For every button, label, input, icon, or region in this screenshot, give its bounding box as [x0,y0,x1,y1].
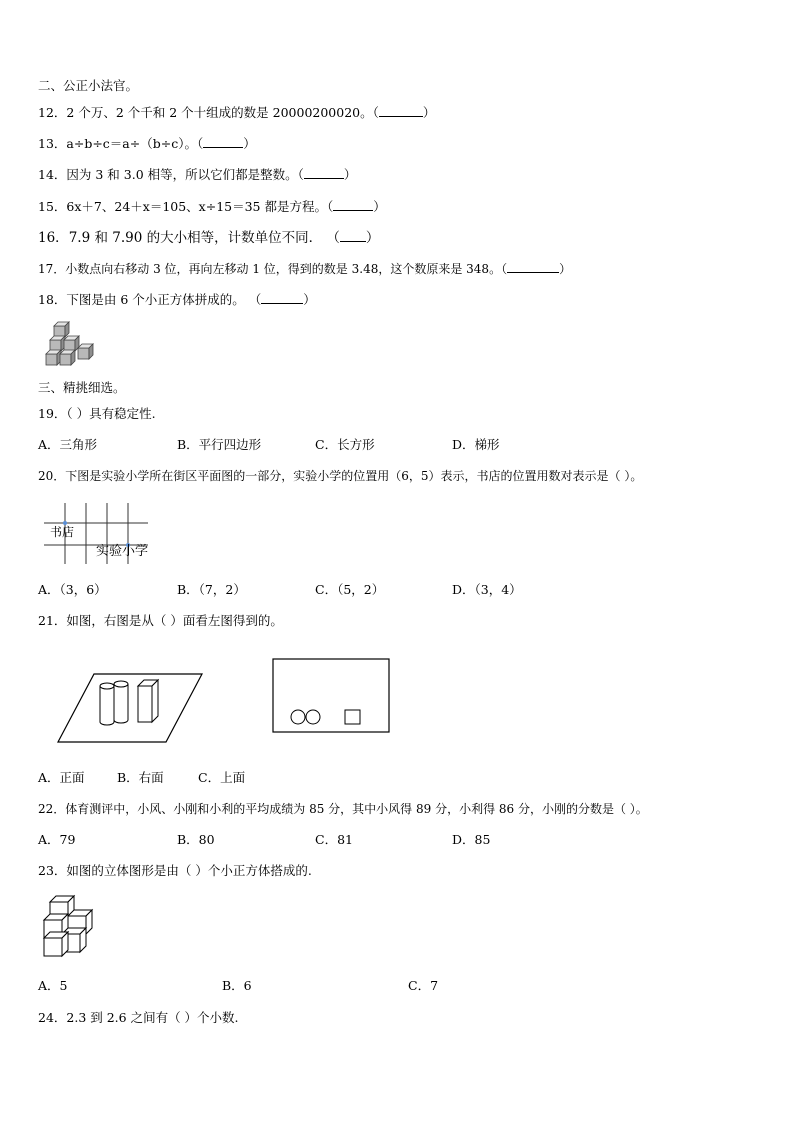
question-text: 因为 3 和 3.0 相等，所以它们都是整数。（ [66,167,304,182]
section-heading: 三、精挑细选。 [38,380,126,395]
option-a[interactable]: A．正面 [38,770,85,785]
question-14 [38,166,356,183]
question-text: a÷b÷c＝a÷（b÷c）。（ [66,136,204,151]
question-number: 17． [38,262,66,276]
option-b[interactable]: B．右面 [117,770,164,785]
bracket-close: ） [243,136,256,151]
option-c[interactable]: C．7 [408,978,439,993]
question-text: 7.9 和 7.90 的大小相等，计数单位不同． （ [68,230,340,246]
option-d[interactable]: D．（3，4） [452,582,522,597]
answer-blank[interactable] [379,104,423,117]
question-text: 6x＋7、24＋x＝105、x÷15＝35 都是方程。（ [66,199,334,214]
question-text: 小数点向右移动 3 位，再向左移动 1 位，得到的数是 3.48，这个数原来是 348。（ [65,262,508,276]
question-number: 18． [38,292,67,307]
option-c[interactable]: C．（5，2） [315,582,385,597]
question-number: 14． [38,167,67,182]
answer-blank[interactable] [340,229,366,242]
shop-label: 书店 [50,525,75,539]
question-21: 21．如图，右图是从（ ）面看左图得到的。 [38,613,283,628]
option-b[interactable]: B．80 [177,832,215,847]
question-24: 24．2.3 到 2.6 之间有（ ）个小数. [38,1010,239,1025]
question-19: 19．（ ）具有稳定性. [38,406,156,421]
question-number: 15． [38,199,67,214]
option-c[interactable]: C．长方形 [315,437,375,452]
answer-blank[interactable] [507,260,559,273]
top-view-figure [272,658,392,734]
question-23: 23．如图的立体图形是由（ ）个小正方体搭成的. [38,863,312,878]
question-18 [38,291,316,308]
option-b[interactable]: B．平行四边形 [177,437,262,452]
cube-stack-figure [44,320,100,372]
option-a[interactable]: A．5 [38,978,68,993]
question-20: 20．下图是实验小学所在街区平面图的一部分，实验小学的位置用（6，5）表示，书店的位置用数对表示是（ ）。 [38,469,643,483]
option-a[interactable]: A．三角形 [38,437,98,452]
bracket-close: ） [343,167,357,182]
option-c[interactable]: C．上面 [198,770,246,785]
option-b[interactable]: B．6 [222,978,252,993]
bracket-close: ） [559,262,572,276]
question-text: 下图是由 6 个小正方体拼成的。 （ [66,292,262,307]
option-d[interactable]: D．85 [452,832,491,847]
option-d[interactable]: D．梯形 [452,437,500,452]
question-15 [38,198,386,215]
bracket-close: ） [303,292,316,307]
cube-stack-figure [40,892,100,962]
question-16 [38,229,379,246]
question-17 [38,260,571,277]
bracket-close: ） [373,199,386,214]
answer-blank[interactable] [261,291,303,304]
section-heading: 二、公正小法官。 [38,78,139,93]
question-number: 16． [38,230,69,246]
question-number: 12． [38,105,67,120]
question-22: 22．体育测评中，小风、小刚和小利的平均成绩为 85 分，其中小风得 89 分，小利得 86 分，小刚的分数是（ ）。 [38,802,648,816]
option-b[interactable]: B．（7，2） [177,582,246,597]
question-13 [38,135,256,152]
parallelogram-solids-figure [58,670,206,746]
question-number: 13． [38,136,67,151]
question-text: 2 个万、2 个千和 2 个十组成的数是 20000200020。（ [66,105,379,120]
option-a[interactable]: A．（3，6） [38,582,107,597]
school-label: 实验小学 [96,544,149,559]
option-a[interactable]: A．79 [38,832,76,847]
bracket-close: ） [422,105,436,120]
answer-blank[interactable] [333,198,373,211]
bracket-close: ） [365,230,380,246]
answer-blank[interactable] [304,166,344,179]
question-12 [38,104,435,121]
option-c[interactable]: C．81 [315,832,353,847]
answer-blank[interactable] [203,135,243,148]
